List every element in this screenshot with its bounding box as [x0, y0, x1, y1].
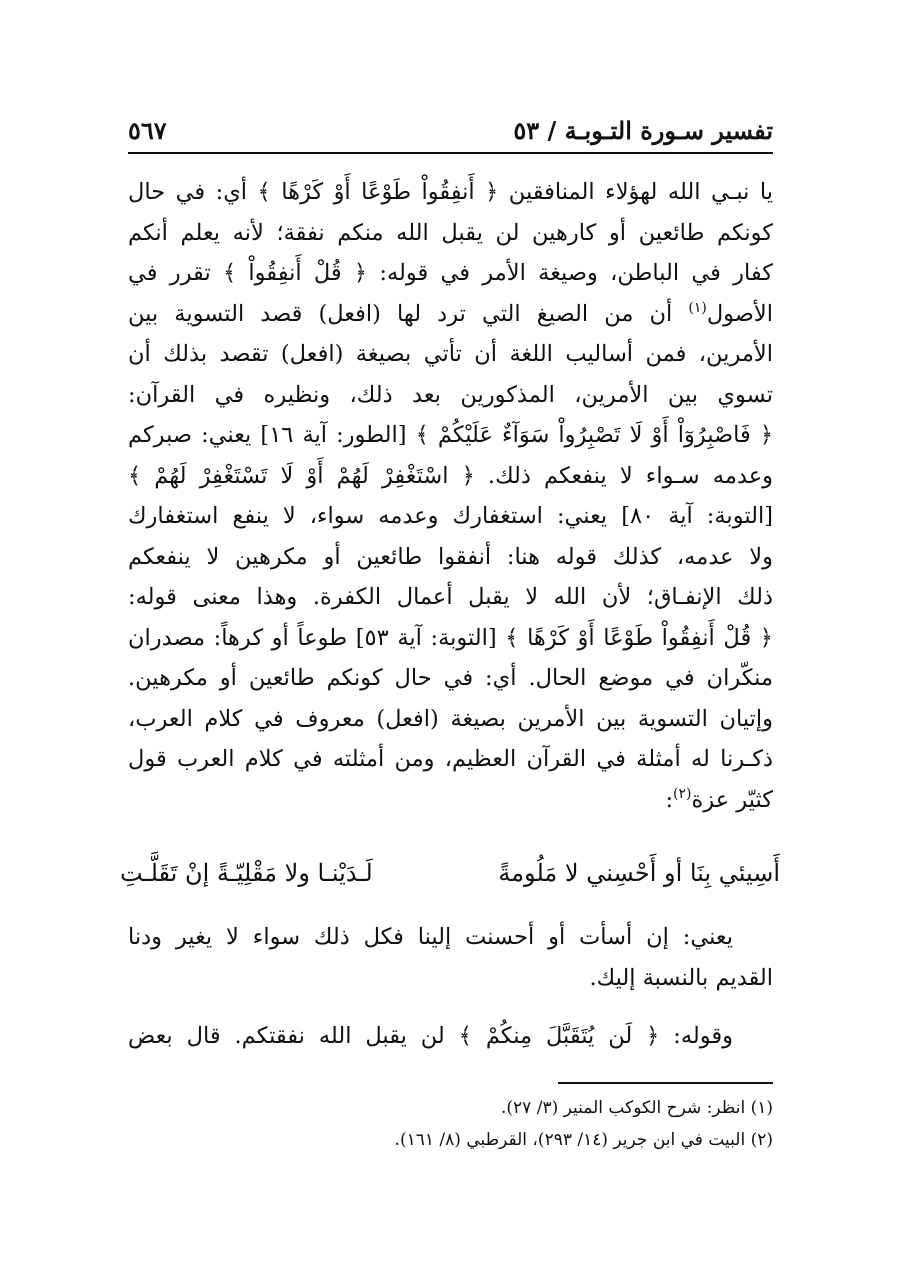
text-line: ذكـرنا له أمثلة في القرآن العظيم، ومن أمثلته في كلام العرب قول	[128, 746, 773, 772]
verse-explanation	[128, 917, 773, 998]
main-text	[128, 172, 773, 820]
text-line: كفار في الباطن، وصيغة الأمر في قوله: ﴿ قُلْ أَنفِقُواْ ﴾ تقرر في	[128, 260, 773, 286]
text-line: يا نبـي الله لهؤلاء المنافقين ﴿ أَنفِقُواْ طَوْعًا أَوْ كَرْهًا ﴾ أي: في حال	[128, 179, 773, 205]
closing-paragraph	[128, 1016, 773, 1057]
footnote-marker: (٢)	[673, 785, 692, 802]
footnote: (١) انظر: شرح الكوكب المنير (٣/ ٢٧).	[501, 1098, 773, 1118]
text-line: يعني: إن أسأت أو أحسنت إلينا فكل ذلك سواء لا يغير ودنا	[128, 924, 733, 950]
footnote-marker: (١)	[688, 299, 707, 316]
text-line: منكّران في موضع الحال. أي: في حال كونكم طائعين أو مكرهين.	[128, 665, 773, 691]
footnote: (٢) البيت في ابن جرير (١٤/ ٢٩٣)، القرطبي (٨/ ١٦١).	[394, 1130, 773, 1150]
text-fragment: الأصول	[706, 300, 773, 327]
text-line: وقوله: ﴿ لَن يُتَقَبَّلَ مِنكُمْ ﴾ لن يقبل الله نفقتكم. قال بعض	[128, 1023, 733, 1049]
running-title: تفسير سـورة التـوبـة / ٥٣	[513, 116, 773, 145]
text-line: ولا عدمه، كذلك قوله هنا: أنفقوا طائعين أو مكرهين لا ينفعكم	[128, 543, 773, 570]
text-line	[128, 294, 773, 335]
page-number: ٥٦٧	[128, 116, 167, 145]
verse-first-hemistich: أَسِيئي بِنَا أو أَحْسِني لا مَلُومةً	[498, 859, 780, 887]
text-line: وإتيان التسوية بين الأمرين بصيغة (افعل) معروف في كلام العرب،	[128, 705, 773, 732]
text-line: ﴿ قُلْ أَنفِقُواْ طَوْعًا أَوْ كَرْهًا ﴾ [التوبة: آية ٥٣] طوعاً أو كرهاً: مصدران	[128, 624, 773, 651]
poetry-verse	[120, 853, 780, 901]
text-line: كونكم طائعين أو كارهين لن يقبل الله منكم نفقة؛ لأنه يعلم أنكم	[128, 219, 773, 246]
footnote-rule	[558, 1082, 773, 1084]
text-fragment: :	[665, 786, 674, 813]
footnotes	[128, 1092, 773, 1156]
verse-second-hemistich: لَـدَيْنـا ولا مَقْلِيّـةً إنْ تَقَلَّـتِ	[120, 859, 373, 887]
text-line: ذلك الإنفـاق؛ لأن الله لا يقبل أعمال الكفرة. وهذا معنى قوله:	[128, 584, 773, 610]
text-line: ﴿ فَاصْبِرُوٓاْ أَوْ لَا تَصْبِرُواْ سَوَآءٌ عَلَيْكُمْ ﴾ [الطور: آية ١٦] يعني: صبركم	[128, 422, 773, 448]
text-line: تسوي بين الأمرين، المذكورين بعد ذلك، ونظيره في القرآن:	[128, 381, 773, 408]
text-line: الأمرين، فمن أساليب اللغة أن تأتي بصيغة (افعل) تقصد بذلك أن	[128, 341, 773, 367]
page-header	[128, 110, 773, 150]
text-fragment: أن من الصيغ التي ترد لها (افعل) قصد التسوية بين	[128, 300, 673, 327]
header-rule	[128, 152, 773, 154]
text-line: [التوبة: آية ٨٠] يعني: استغفارك وعدمه سواء، لا ينفع استغفارك	[128, 503, 773, 529]
text-line: وعدمه سـواء لا ينفعكم ذلك. ﴿ اسْتَغْفِرْ لَهُمْ أَوْ لَا تَسْتَغْفِرْ لَهُمْ ﴾	[128, 462, 773, 489]
text-fragment: كثيّر عزة	[691, 786, 773, 813]
text-line: القديم بالنسبة إليك.	[589, 964, 773, 991]
text-line	[128, 780, 773, 821]
